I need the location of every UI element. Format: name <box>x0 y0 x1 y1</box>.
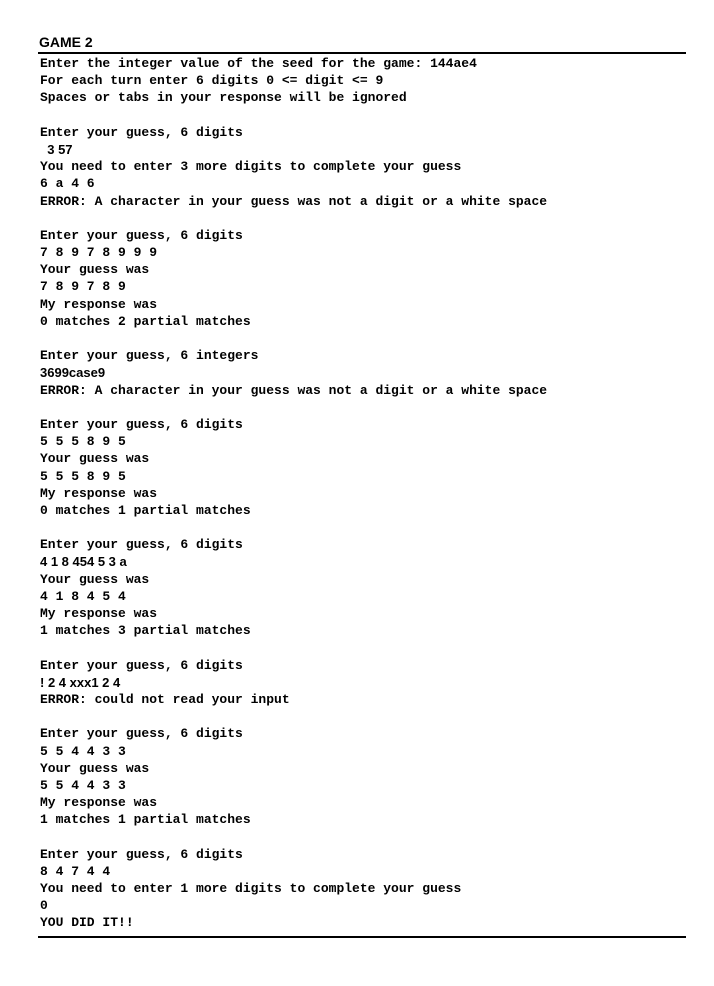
transcript-line: Enter your guess, 6 digits <box>40 416 243 432</box>
transcript-line: 4 1 8 454 5 3 a <box>40 554 127 570</box>
transcript-line: My response was <box>40 795 158 811</box>
bottom-rule <box>38 936 686 938</box>
blank-line <box>40 828 686 845</box>
transcript-line: My response was <box>40 485 158 501</box>
transcript-line: Enter your guess, 6 digits <box>40 227 243 243</box>
transcript-line: 0 matches 2 partial matches <box>40 313 251 329</box>
transcript-line: 5 5 4 4 3 3 <box>40 743 126 759</box>
transcript-line: Enter your guess, 6 integers <box>40 348 259 364</box>
transcript-line: Your guess was <box>40 571 150 587</box>
transcript-line: 3 57 <box>40 141 73 157</box>
transcript-line: You need to enter 3 more digits to complete your guess <box>40 159 462 175</box>
transcript-line: My response was <box>40 296 158 312</box>
transcript-line: ERROR: could not read your input <box>40 691 290 707</box>
transcript-line: 0 <box>40 898 48 914</box>
blank-line <box>40 210 686 227</box>
transcript-line: Your guess was <box>40 760 150 776</box>
transcript-line: 1 matches 3 partial matches <box>40 623 251 639</box>
blank-line <box>40 399 686 416</box>
transcript-line: Enter your guess, 6 digits <box>40 846 243 862</box>
transcript-line: Enter the integer value of the seed for the game: 144ae4 <box>40 56 477 71</box>
console-transcript <box>38 55 686 932</box>
transcript-line: My response was <box>40 606 158 621</box>
transcript-line: 7 8 9 7 8 9 9 9 <box>40 245 158 261</box>
transcript-line: Your guess was <box>40 451 150 467</box>
transcript-line: You need to enter 1 more digits to complete your guess <box>40 881 462 896</box>
transcript-line: 5 5 5 8 9 5 <box>40 468 126 484</box>
transcript-line: YOU DID IT!! <box>40 915 134 931</box>
transcript-line: Enter your guess, 6 digits <box>40 124 243 140</box>
transcript-line: Enter your guess, 6 digits <box>40 657 243 673</box>
transcript-line: For each turn enter 6 digits 0 <= digit <= 9 <box>40 73 384 89</box>
transcript-line: 5 5 5 8 9 5 <box>40 434 126 450</box>
transcript-line: Enter your guess, 6 digits <box>40 537 243 553</box>
transcript-line: 7 8 9 7 8 9 <box>40 279 126 295</box>
transcript-line: Enter your guess, 6 digits <box>40 726 243 742</box>
transcript-line: Spaces or tabs in your response will be ignored <box>40 90 407 106</box>
transcript-line: 0 matches 1 partial matches <box>40 502 251 518</box>
transcript-line: ERROR: A character in your guess was not a digit or a white space <box>40 382 548 398</box>
blank-line <box>40 708 686 725</box>
section-heading: GAME 2 <box>39 34 93 50</box>
document-body <box>38 33 686 938</box>
transcript-line: ! 2 4 xxx1 2 4 <box>40 674 121 690</box>
blank-line <box>40 330 686 347</box>
blank-line <box>40 639 686 656</box>
top-rule <box>38 52 686 54</box>
transcript-line: 8 4 7 4 4 <box>40 863 111 879</box>
transcript-line: ERROR: A character in your guess was not a digit or a white space <box>40 193 548 209</box>
blank-line <box>40 519 686 536</box>
blank-line <box>40 107 686 124</box>
transcript-line: 6 a 4 6 <box>40 176 95 192</box>
transcript-line: 1 matches 1 partial matches <box>40 812 251 828</box>
transcript-line: 3699case9 <box>40 365 106 381</box>
transcript-line: 5 5 4 4 3 3 <box>40 777 126 793</box>
transcript-line: Your guess was <box>40 262 150 278</box>
transcript-line: 4 1 8 4 5 4 <box>40 588 126 604</box>
